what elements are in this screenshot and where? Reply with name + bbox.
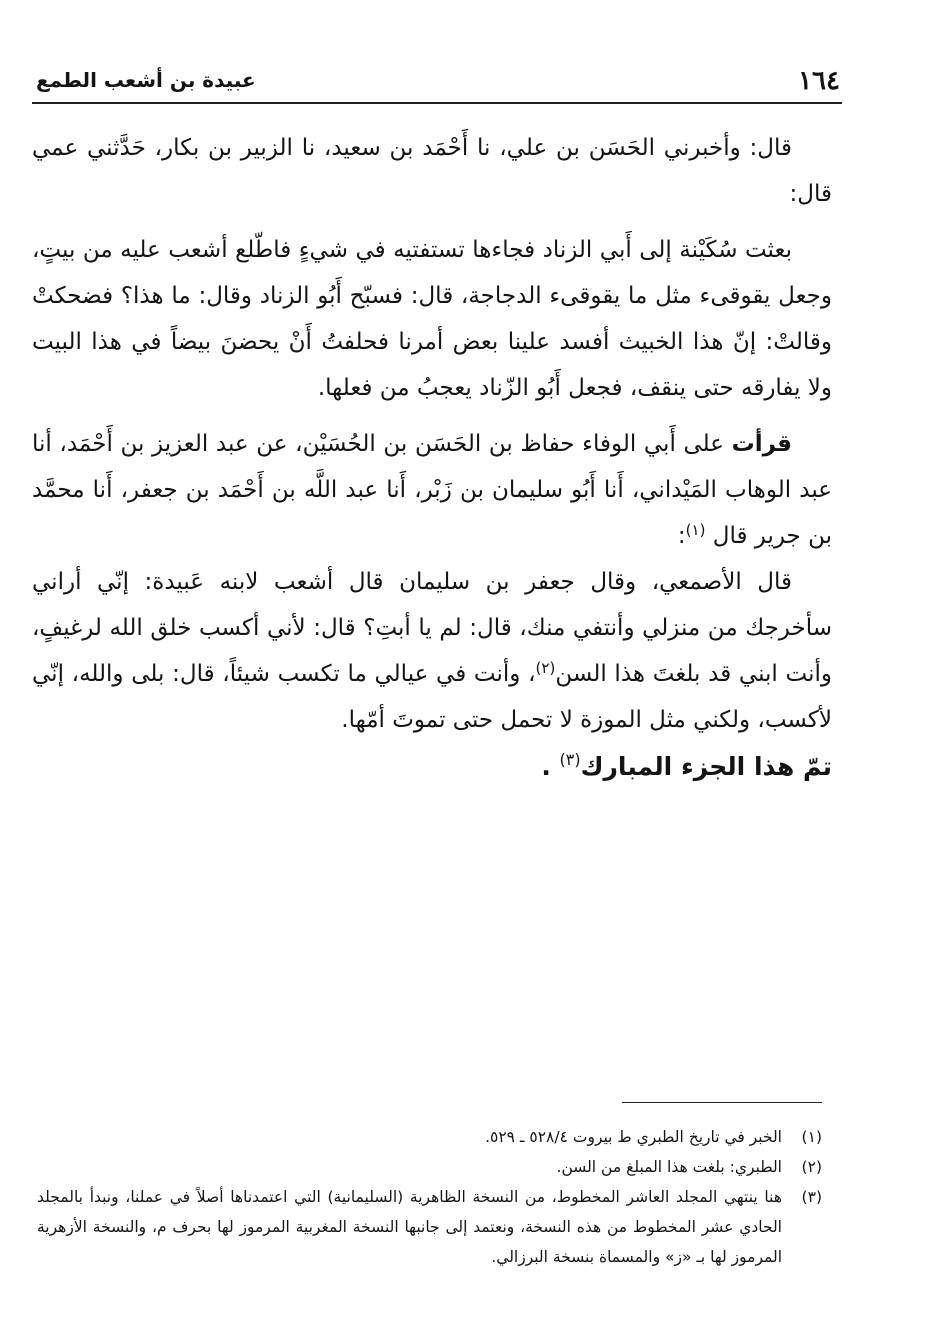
story-text-b: ، وأنت في عيالي ما تكسب شيئاً، قال: بلى والله، إنّي لأكسب، ولكني مثل الموزة لا تحمل حتى تموتَ أمّها.: [32, 661, 832, 733]
footnote-2: [37, 1152, 822, 1182]
footnote-ref-1[interactable]: (١): [685, 521, 706, 539]
paragraph-isnad-2: [32, 421, 832, 559]
isnad-end: :: [677, 523, 686, 549]
footnote-divider: [622, 1102, 822, 1103]
paragraph-sukayna-story: بعثت سُكَيْنة إلى أَبي الزناد فجاءها تستفتيه في شيءٍ فاطّلع أشعب عليه من بيتٍ، وجعل يقوقىء مثل ما يقوقىء الدجاجة، قال: فسبّح أَبُو الزناد وقال: ما هذا؟ فضحكتْ وقالتْ: إنّ هذا الخبيث أفسد علينا بعض أمرنا فحلفتُ أَنْ يحضنَ بيضاً في هذا البيت ولا يفارقه حتى ينقف، فجعل أَبُو الزّناد يعجبُ من فعلها.: [32, 237, 832, 401]
closing-text: تمّ هذا الجزء المبارك: [580, 752, 832, 781]
isnad-text: على أَبي الوفاء حفاظ بن الحَسَن بن الحُسَيْن، عن عبد العزيز بن أَحْمَد، أنا عبد الوهاب المَيْداني، أَنا أَبُو سليمان بن زَبْر، أَنا عبد اللَّه بن أَحْمَد بن جعفر، أَنا محمَّد بن جرير قال: [32, 431, 832, 549]
footnote-number: (٢): [801, 1158, 822, 1176]
footnote-number: (١): [801, 1128, 822, 1146]
footnote-1: [37, 1122, 822, 1152]
main-text: [32, 125, 832, 743]
page-header: [32, 58, 842, 104]
running-title: عبيدة بن أشعب الطمع: [36, 68, 256, 92]
paragraph-isnad-1: قال: وأخبرني الحَسَن بن علي، نا أَحْمَد بن سعيد، نا الزبير بن بكار، حَدَّثني عمي قال:: [32, 135, 832, 207]
story-text-a: قال الأصمعي، وقال جعفر بن سليمان قال أشعب لابنه عَبيدة: إنّي أراني سأخرجك من منزلي وأنتفي منك، قال: لم يا أبتِ؟ قال: لأني أكسب خلق الله لرغيفٍ، وأنت ابني قد بلغتَ هذا السن: [32, 569, 832, 687]
footnotes: [37, 1122, 822, 1272]
footnote-text: الطبري: بلغت هذا المبلغ من السن.: [556, 1158, 782, 1176]
footnote-3: [37, 1182, 822, 1272]
paragraph-asmai-story: [32, 559, 832, 743]
closing-line: [32, 752, 832, 781]
lead-word: قرأت: [731, 431, 792, 457]
page-number: ١٦٤: [798, 66, 840, 96]
footnote-number: (٣): [801, 1188, 822, 1206]
footnote-text: الخبر في تاريخ الطبري ط بيروت ٥٢٨/٤ ـ ٥٢٩.: [485, 1128, 782, 1146]
closing-end: .: [541, 752, 551, 781]
footnote-ref-3[interactable]: (٣): [559, 750, 581, 769]
footnote-text: هنا ينتهي المجلد العاشر المخطوط، من النسخة الظاهرية (السليمانية) التي اعتمدناها أصلاً في عملنا، ونبدأ بالمجلد الحادي عشر المخطوط من هذه النسخة، ونعتمد إلى جانبها النسخة المغربية المرموز لها بحرف م، والنسخة الأزهرية المرموز لها بـ «ز» والمسماة بنسخة البرزالي.: [37, 1188, 782, 1266]
footnote-ref-2[interactable]: (٢): [535, 659, 556, 677]
